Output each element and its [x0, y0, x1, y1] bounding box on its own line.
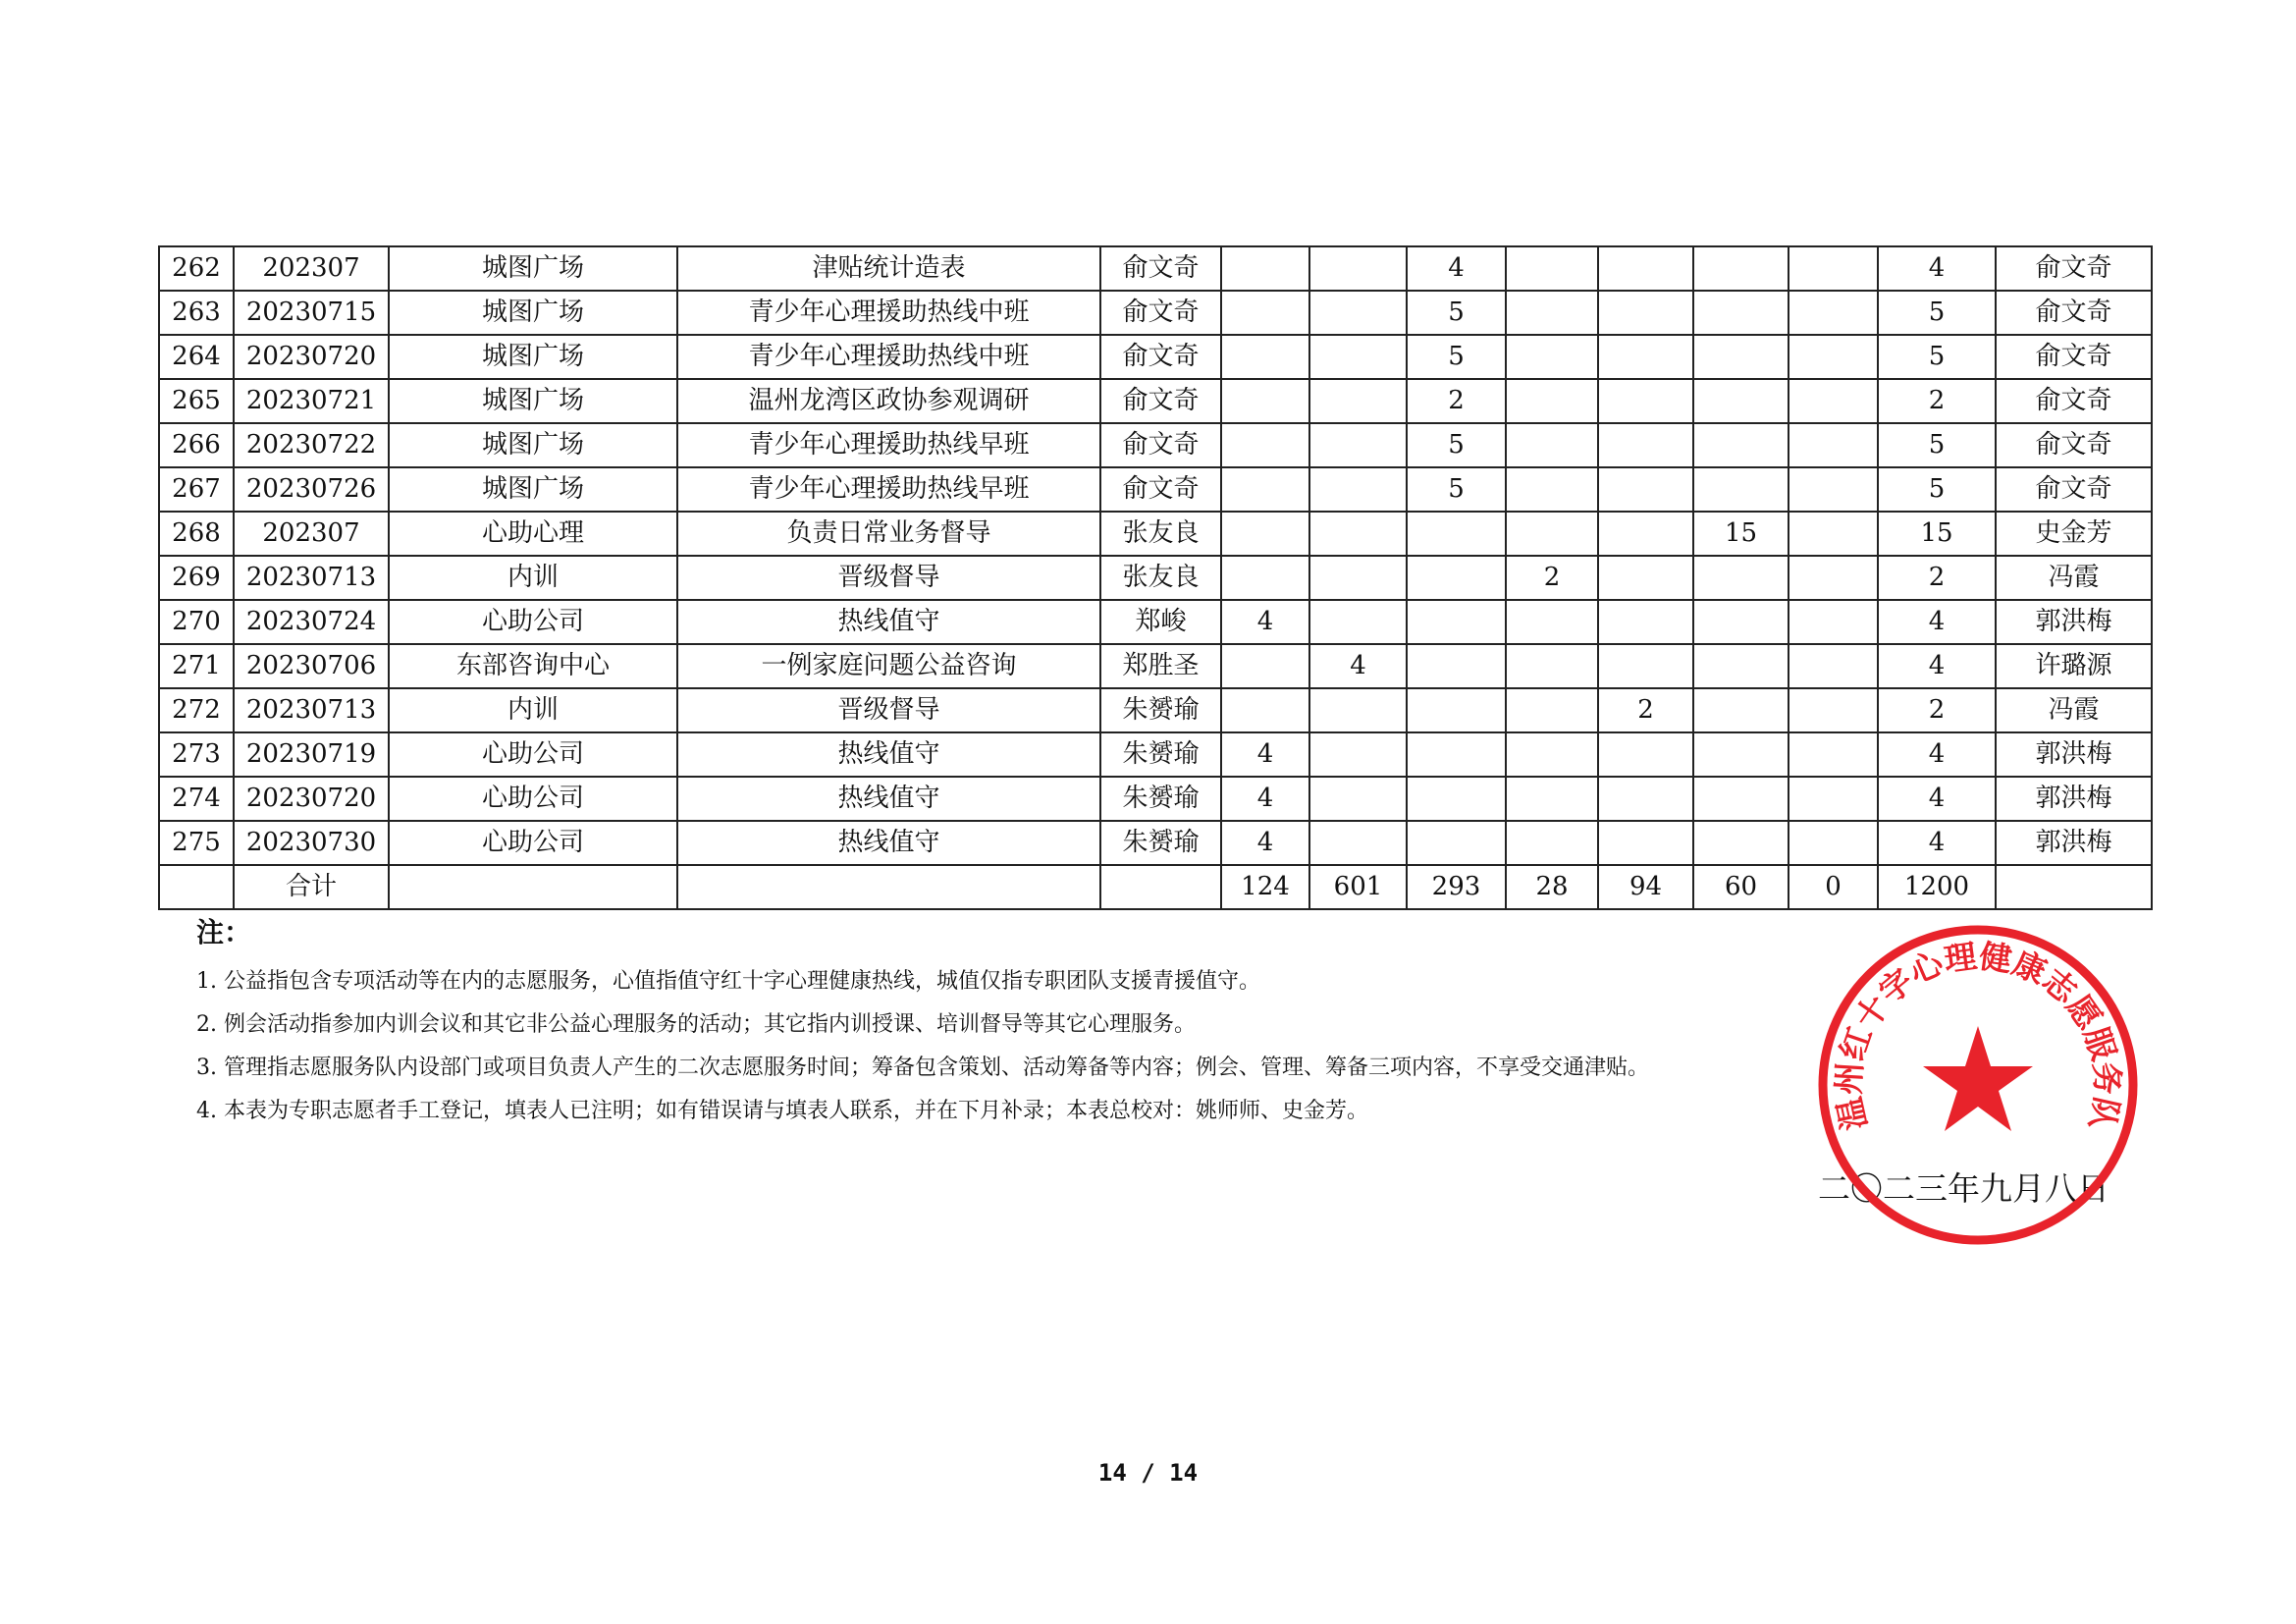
cell-activity: 温州龙湾区政协参观调研 [677, 379, 1100, 423]
cell-hotline [1309, 821, 1407, 865]
table-row [159, 512, 2152, 556]
cell-preparation: 0 [1789, 865, 1878, 909]
cell-row-no: 267 [159, 467, 234, 512]
cell-management [1693, 644, 1789, 688]
cell-location: 城图广场 [389, 379, 677, 423]
table-row [159, 821, 2152, 865]
cell-meeting [1506, 291, 1598, 335]
cell-public-service [1221, 512, 1309, 556]
cell-date: 202307 [234, 512, 389, 556]
cell-other [1598, 423, 1693, 467]
cell-hotline [1309, 467, 1407, 512]
cell-activity: 青少年心理援助热线中班 [677, 291, 1100, 335]
volunteer-hours-table [158, 245, 2153, 910]
cell-activity: 青少年心理援助热线早班 [677, 467, 1100, 512]
table-row [159, 423, 2152, 467]
table-row [159, 732, 2152, 777]
cell-management [1693, 732, 1789, 777]
cell-verifier: 史金芳 [1996, 512, 2152, 556]
cell-preparation [1789, 777, 1878, 821]
cell-volunteer: 俞文奇 [1100, 246, 1221, 291]
cell-row-no: 266 [159, 423, 234, 467]
cell-other [1598, 291, 1693, 335]
cell-date: 20230715 [234, 291, 389, 335]
cell-volunteer: 张友良 [1100, 512, 1221, 556]
cell-volunteer: 张友良 [1100, 556, 1221, 600]
table-row [159, 777, 2152, 821]
cell-public-service [1221, 688, 1309, 732]
cell-verifier: 俞文奇 [1996, 246, 2152, 291]
cell-preparation [1789, 556, 1878, 600]
cell-location: 城图广场 [389, 423, 677, 467]
seal-star-icon [1923, 1026, 2033, 1131]
seal-text: 温州红十字心理健康志愿服务队 [1829, 936, 2127, 1134]
cell-public-service [1221, 644, 1309, 688]
cell-activity: 一例家庭问题公益咨询 [677, 644, 1100, 688]
cell-volunteer [1100, 865, 1221, 909]
table-row [159, 379, 2152, 423]
cell-other [1598, 467, 1693, 512]
cell-preparation [1789, 467, 1878, 512]
cell-volunteer: 朱赟瑜 [1100, 777, 1221, 821]
cell-location: 心助心理 [389, 512, 677, 556]
cell-row-no [159, 865, 234, 909]
cell-volunteer: 朱赟瑜 [1100, 732, 1221, 777]
cell-preparation [1789, 379, 1878, 423]
cell-row-no: 275 [159, 821, 234, 865]
cell-public-service: 4 [1221, 777, 1309, 821]
cell-city-duty [1407, 600, 1506, 644]
cell-location [389, 865, 677, 909]
cell-other [1598, 246, 1693, 291]
cell-hotline: 601 [1309, 865, 1407, 909]
cell-hotline [1309, 379, 1407, 423]
cell-hotline [1309, 777, 1407, 821]
cell-other [1598, 512, 1693, 556]
cell-public-service [1221, 291, 1309, 335]
cell-hotline [1309, 335, 1407, 379]
cell-preparation [1789, 291, 1878, 335]
cell-date: 20230721 [234, 379, 389, 423]
cell-total-hours: 4 [1878, 732, 1996, 777]
cell-city-duty: 293 [1407, 865, 1506, 909]
cell-total-hours: 4 [1878, 246, 1996, 291]
cell-verifier: 俞文奇 [1996, 335, 2152, 379]
cell-other [1598, 777, 1693, 821]
cell-verifier: 郭洪梅 [1996, 732, 2152, 777]
cell-activity: 热线值守 [677, 600, 1100, 644]
cell-row-no: 272 [159, 688, 234, 732]
cell-meeting: 2 [1506, 556, 1598, 600]
table-row [159, 688, 2152, 732]
cell-row-no: 262 [159, 246, 234, 291]
cell-date: 20230730 [234, 821, 389, 865]
cell-date: 20230720 [234, 777, 389, 821]
cell-total-hours: 4 [1878, 777, 1996, 821]
cell-location: 东部咨询中心 [389, 644, 677, 688]
cell-preparation [1789, 512, 1878, 556]
cell-management [1693, 379, 1789, 423]
cell-hotline [1309, 246, 1407, 291]
cell-hotline: 4 [1309, 644, 1407, 688]
note-line-3: 3. 管理指志愿服务队内设部门或项目负责人产生的二次志愿服务时间；筹备包含策划、活动筹备等内容；例会、管理、筹备三项内容，不享受交通津贴。 [196, 1056, 1649, 1080]
table-row [159, 600, 2152, 644]
note-line-2: 2. 例会活动指参加内训会议和其它非公益心理服务的活动；其它指内训授课、培训督导等其它心理服务。 [196, 1012, 1196, 1037]
cell-city-duty: 2 [1407, 379, 1506, 423]
cell-preparation [1789, 335, 1878, 379]
cell-activity: 负责日常业务督导 [677, 512, 1100, 556]
cell-volunteer: 俞文奇 [1100, 335, 1221, 379]
cell-total-hours: 4 [1878, 644, 1996, 688]
cell-management [1693, 335, 1789, 379]
cell-other [1598, 335, 1693, 379]
cell-meeting [1506, 732, 1598, 777]
cell-public-service: 4 [1221, 821, 1309, 865]
cell-preparation [1789, 423, 1878, 467]
cell-row-no: 264 [159, 335, 234, 379]
cell-other: 94 [1598, 865, 1693, 909]
cell-volunteer: 朱赟瑜 [1100, 821, 1221, 865]
cell-total-hours: 2 [1878, 688, 1996, 732]
cell-hotline [1309, 688, 1407, 732]
cell-other [1598, 379, 1693, 423]
cell-public-service [1221, 423, 1309, 467]
cell-city-duty: 5 [1407, 291, 1506, 335]
cell-row-no: 263 [159, 291, 234, 335]
cell-verifier: 许璐源 [1996, 644, 2152, 688]
cell-activity [677, 865, 1100, 909]
cell-activity: 青少年心理援助热线早班 [677, 423, 1100, 467]
cell-location: 内训 [389, 688, 677, 732]
cell-location: 城图广场 [389, 467, 677, 512]
cell-verifier [1996, 865, 2152, 909]
cell-date: 20230726 [234, 467, 389, 512]
cell-city-duty [1407, 821, 1506, 865]
cell-meeting [1506, 644, 1598, 688]
cell-other [1598, 821, 1693, 865]
cell-volunteer: 俞文奇 [1100, 423, 1221, 467]
cell-public-service: 4 [1221, 732, 1309, 777]
cell-management [1693, 777, 1789, 821]
cell-management [1693, 467, 1789, 512]
table-row [159, 556, 2152, 600]
cell-meeting: 28 [1506, 865, 1598, 909]
cell-meeting [1506, 423, 1598, 467]
cell-volunteer: 朱赟瑜 [1100, 688, 1221, 732]
cell-meeting [1506, 467, 1598, 512]
cell-row-no: 274 [159, 777, 234, 821]
cell-city-duty: 5 [1407, 423, 1506, 467]
signature-date: 二〇二三年九月八日 [1818, 1169, 2109, 1208]
cell-location: 心助公司 [389, 600, 677, 644]
cell-public-service: 124 [1221, 865, 1309, 909]
cell-activity: 晋级督导 [677, 556, 1100, 600]
cell-city-duty [1407, 556, 1506, 600]
cell-preparation [1789, 732, 1878, 777]
cell-activity: 青少年心理援助热线中班 [677, 335, 1100, 379]
cell-meeting [1506, 512, 1598, 556]
cell-city-duty [1407, 688, 1506, 732]
cell-preparation [1789, 688, 1878, 732]
cell-total-hours: 5 [1878, 423, 1996, 467]
cell-verifier: 俞文奇 [1996, 423, 2152, 467]
cell-management [1693, 556, 1789, 600]
cell-date: 20230719 [234, 732, 389, 777]
cell-total-hours: 4 [1878, 821, 1996, 865]
cell-total-hours: 5 [1878, 291, 1996, 335]
cell-volunteer: 郑峻 [1100, 600, 1221, 644]
note-line-4: 4. 本表为专职志愿者手工登记，填表人已注明；如有错误请与填表人联系，并在下月补录；本表总校对：姚师师、史金芳。 [196, 1099, 1368, 1123]
cell-city-duty [1407, 732, 1506, 777]
cell-volunteer: 俞文奇 [1100, 291, 1221, 335]
cell-activity: 热线值守 [677, 732, 1100, 777]
table-row [159, 467, 2152, 512]
cell-volunteer: 俞文奇 [1100, 467, 1221, 512]
cell-public-service [1221, 246, 1309, 291]
cell-date: 20230713 [234, 556, 389, 600]
cell-verifier: 俞文奇 [1996, 467, 2152, 512]
cell-meeting [1506, 379, 1598, 423]
cell-meeting [1506, 777, 1598, 821]
cell-activity: 热线值守 [677, 777, 1100, 821]
notes-title: 注： [196, 916, 252, 948]
cell-date: 20230706 [234, 644, 389, 688]
cell-location: 心助公司 [389, 777, 677, 821]
cell-preparation [1789, 644, 1878, 688]
cell-city-duty [1407, 512, 1506, 556]
cell-public-service [1221, 467, 1309, 512]
cell-volunteer: 郑胜圣 [1100, 644, 1221, 688]
table-total-row [159, 865, 2152, 909]
cell-management [1693, 688, 1789, 732]
cell-city-duty: 4 [1407, 246, 1506, 291]
cell-verifier: 郭洪梅 [1996, 777, 2152, 821]
cell-management [1693, 821, 1789, 865]
cell-other [1598, 644, 1693, 688]
cell-location: 内训 [389, 556, 677, 600]
cell-verifier: 俞文奇 [1996, 379, 2152, 423]
cell-verifier: 郭洪梅 [1996, 821, 2152, 865]
cell-hotline [1309, 423, 1407, 467]
cell-management: 60 [1693, 865, 1789, 909]
page-number: 14 / 14 [1097, 1459, 1199, 1487]
cell-volunteer: 俞文奇 [1100, 379, 1221, 423]
cell-hotline [1309, 556, 1407, 600]
cell-verifier: 冯霞 [1996, 688, 2152, 732]
cell-activity: 晋级督导 [677, 688, 1100, 732]
cell-row-no: 271 [159, 644, 234, 688]
cell-row-no: 265 [159, 379, 234, 423]
cell-total-hours: 5 [1878, 467, 1996, 512]
cell-row-no: 273 [159, 732, 234, 777]
cell-meeting [1506, 821, 1598, 865]
cell-location: 城图广场 [389, 291, 677, 335]
official-seal-stamp [1816, 923, 2140, 1247]
cell-preparation [1789, 821, 1878, 865]
cell-date: 20230713 [234, 688, 389, 732]
cell-hotline [1309, 600, 1407, 644]
cell-total-hours: 5 [1878, 335, 1996, 379]
cell-row-no: 269 [159, 556, 234, 600]
table-row [159, 644, 2152, 688]
cell-management [1693, 600, 1789, 644]
cell-total-hours: 1200 [1878, 865, 1996, 909]
cell-total-hours: 2 [1878, 556, 1996, 600]
cell-verifier: 冯霞 [1996, 556, 2152, 600]
cell-management [1693, 423, 1789, 467]
cell-city-duty: 5 [1407, 335, 1506, 379]
cell-activity: 热线值守 [677, 821, 1100, 865]
cell-meeting [1506, 246, 1598, 291]
cell-other: 2 [1598, 688, 1693, 732]
cell-hotline [1309, 291, 1407, 335]
cell-preparation [1789, 246, 1878, 291]
cell-row-no: 270 [159, 600, 234, 644]
cell-date: 20230724 [234, 600, 389, 644]
cell-city-duty [1407, 777, 1506, 821]
cell-preparation [1789, 600, 1878, 644]
cell-row-no: 268 [159, 512, 234, 556]
cell-total-hours: 4 [1878, 600, 1996, 644]
cell-activity: 津贴统计造表 [677, 246, 1100, 291]
cell-public-service: 4 [1221, 600, 1309, 644]
cell-other [1598, 600, 1693, 644]
cell-city-duty: 5 [1407, 467, 1506, 512]
table-row [159, 291, 2152, 335]
cell-location: 城图广场 [389, 246, 677, 291]
cell-meeting [1506, 688, 1598, 732]
cell-total-hours: 15 [1878, 512, 1996, 556]
cell-location: 心助公司 [389, 821, 677, 865]
cell-verifier: 郭洪梅 [1996, 600, 2152, 644]
note-line-1: 1. 公益指包含专项活动等在内的志愿服务，心值指值守红十字心理健康热线，城值仅指专职团队支援青援值守。 [196, 969, 1260, 994]
cell-public-service [1221, 556, 1309, 600]
cell-management [1693, 291, 1789, 335]
table-row [159, 335, 2152, 379]
table-row [159, 246, 2152, 291]
cell-other [1598, 732, 1693, 777]
notes-section [196, 911, 1865, 1133]
cell-hotline [1309, 732, 1407, 777]
cell-date: 202307 [234, 246, 389, 291]
cell-hotline [1309, 512, 1407, 556]
cell-management [1693, 246, 1789, 291]
cell-date: 20230722 [234, 423, 389, 467]
cell-city-duty [1407, 644, 1506, 688]
cell-meeting [1506, 335, 1598, 379]
cell-location: 心助公司 [389, 732, 677, 777]
cell-other [1598, 556, 1693, 600]
cell-date: 合计 [234, 865, 389, 909]
cell-public-service [1221, 379, 1309, 423]
cell-date: 20230720 [234, 335, 389, 379]
cell-total-hours: 2 [1878, 379, 1996, 423]
cell-meeting [1506, 600, 1598, 644]
cell-location: 城图广场 [389, 335, 677, 379]
cell-management: 15 [1693, 512, 1789, 556]
cell-verifier: 俞文奇 [1996, 291, 2152, 335]
cell-public-service [1221, 335, 1309, 379]
